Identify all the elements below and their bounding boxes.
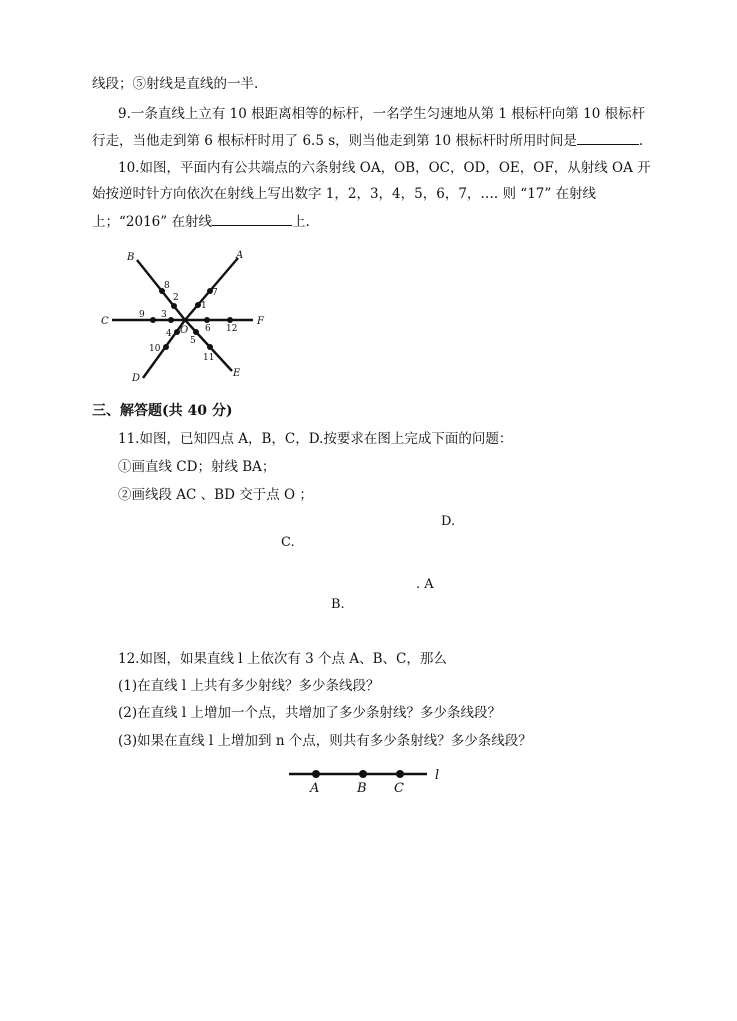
q10-line1: 10.如图，平面内有公共端点的六条射线 OA，OB，OC，OD，OE，OF，从射线 OA 开 bbox=[118, 160, 651, 176]
section-heading: 三、解答题(共 40 分) bbox=[92, 403, 233, 419]
q10-line3-text: 上；“2016” 在射线 bbox=[92, 214, 212, 230]
num-12: 12 bbox=[226, 324, 238, 334]
dot-5 bbox=[193, 329, 199, 335]
q12-line2: (1)在直线 l 上共有多少射线？多少条线段？ bbox=[118, 678, 380, 694]
q9-line1: 9.一条直线上立有 10 根距离相等的标杆，一名学生匀速地从第 1 根标杆向第 10 根标杆 bbox=[118, 106, 646, 122]
q9-line2-end: . bbox=[638, 133, 644, 149]
q10-line3 bbox=[92, 211, 310, 232]
dot-6 bbox=[204, 317, 210, 323]
q11-line2: ①画直线 CD；射线 BA； bbox=[118, 459, 276, 475]
label-D: D bbox=[132, 373, 141, 384]
dot-3 bbox=[168, 317, 174, 323]
num-3: 3 bbox=[161, 310, 167, 320]
num-8: 8 bbox=[164, 281, 170, 291]
num-5: 5 bbox=[190, 336, 196, 346]
q9-line2-text: 行走，当他走到第 6 根标杆时用了 6.5 s，则当他走到第 10 根标杆时所用时间是 bbox=[92, 133, 577, 149]
q11-line1: 11.如图，已知四点 A，B，C，D.按要求在图上完成下面的问题： bbox=[118, 431, 513, 447]
label-l: l bbox=[435, 768, 440, 783]
dot-9 bbox=[150, 317, 156, 323]
q9-line2 bbox=[92, 130, 643, 151]
num-9: 9 bbox=[139, 310, 145, 320]
point-D: D. bbox=[441, 514, 456, 529]
q12-line1: 12.如图，如果直线 l 上依次有 3 个点 A、B、C，那么 bbox=[118, 651, 447, 667]
q9-answer-blank[interactable] bbox=[577, 130, 639, 145]
num-7: 7 bbox=[212, 288, 218, 298]
dot-12 bbox=[227, 317, 233, 323]
label-B: B bbox=[357, 781, 367, 796]
label-O: O bbox=[180, 325, 189, 336]
dot-10 bbox=[163, 344, 169, 350]
point-C-dot bbox=[396, 770, 404, 778]
num-2: 2 bbox=[173, 293, 179, 303]
num-1: 1 bbox=[201, 301, 207, 311]
label-F: F bbox=[257, 316, 264, 327]
q12-line3: (2)在直线 l 上增加一个点，共增加了多少条射线？多少条线段？ bbox=[118, 705, 502, 721]
label-A: A bbox=[236, 250, 244, 261]
label-E: E bbox=[233, 368, 241, 379]
q10-answer-blank[interactable] bbox=[212, 211, 292, 226]
q12-line4: (3)如果在直线 l 上增加到 n 个点，则共有多少条射线？多少条线段？ bbox=[118, 733, 532, 749]
point-B-dot bbox=[359, 770, 367, 778]
previous-question-tail: 线段；⑤射线是直线的一半. bbox=[92, 76, 259, 92]
num-10: 10 bbox=[149, 344, 161, 354]
q11-line3: ②画线段 AC 、BD 交于点 O ； bbox=[118, 487, 313, 503]
line-l-figure bbox=[285, 763, 455, 799]
num-4: 4 bbox=[166, 329, 172, 339]
num-6: 6 bbox=[205, 324, 211, 334]
point-A-dot bbox=[312, 770, 320, 778]
num-11: 11 bbox=[203, 353, 215, 363]
six-rays-figure bbox=[95, 247, 275, 387]
label-C: C bbox=[101, 316, 109, 327]
point-C: C. bbox=[281, 535, 295, 550]
q10-line3-end: 上. bbox=[291, 214, 310, 230]
label-C: C bbox=[394, 781, 404, 796]
dot-2 bbox=[171, 303, 177, 309]
label-A: A bbox=[310, 781, 320, 796]
point-A: . A bbox=[416, 577, 434, 592]
q10-line2: 始按逆时针方向依次在射线上写出数字 1，2，3，4，5，6，7，…. 则 “17” 在射线 bbox=[92, 186, 597, 202]
dot-11 bbox=[207, 344, 213, 350]
point-B: B. bbox=[331, 597, 345, 612]
label-B: B bbox=[127, 252, 135, 263]
